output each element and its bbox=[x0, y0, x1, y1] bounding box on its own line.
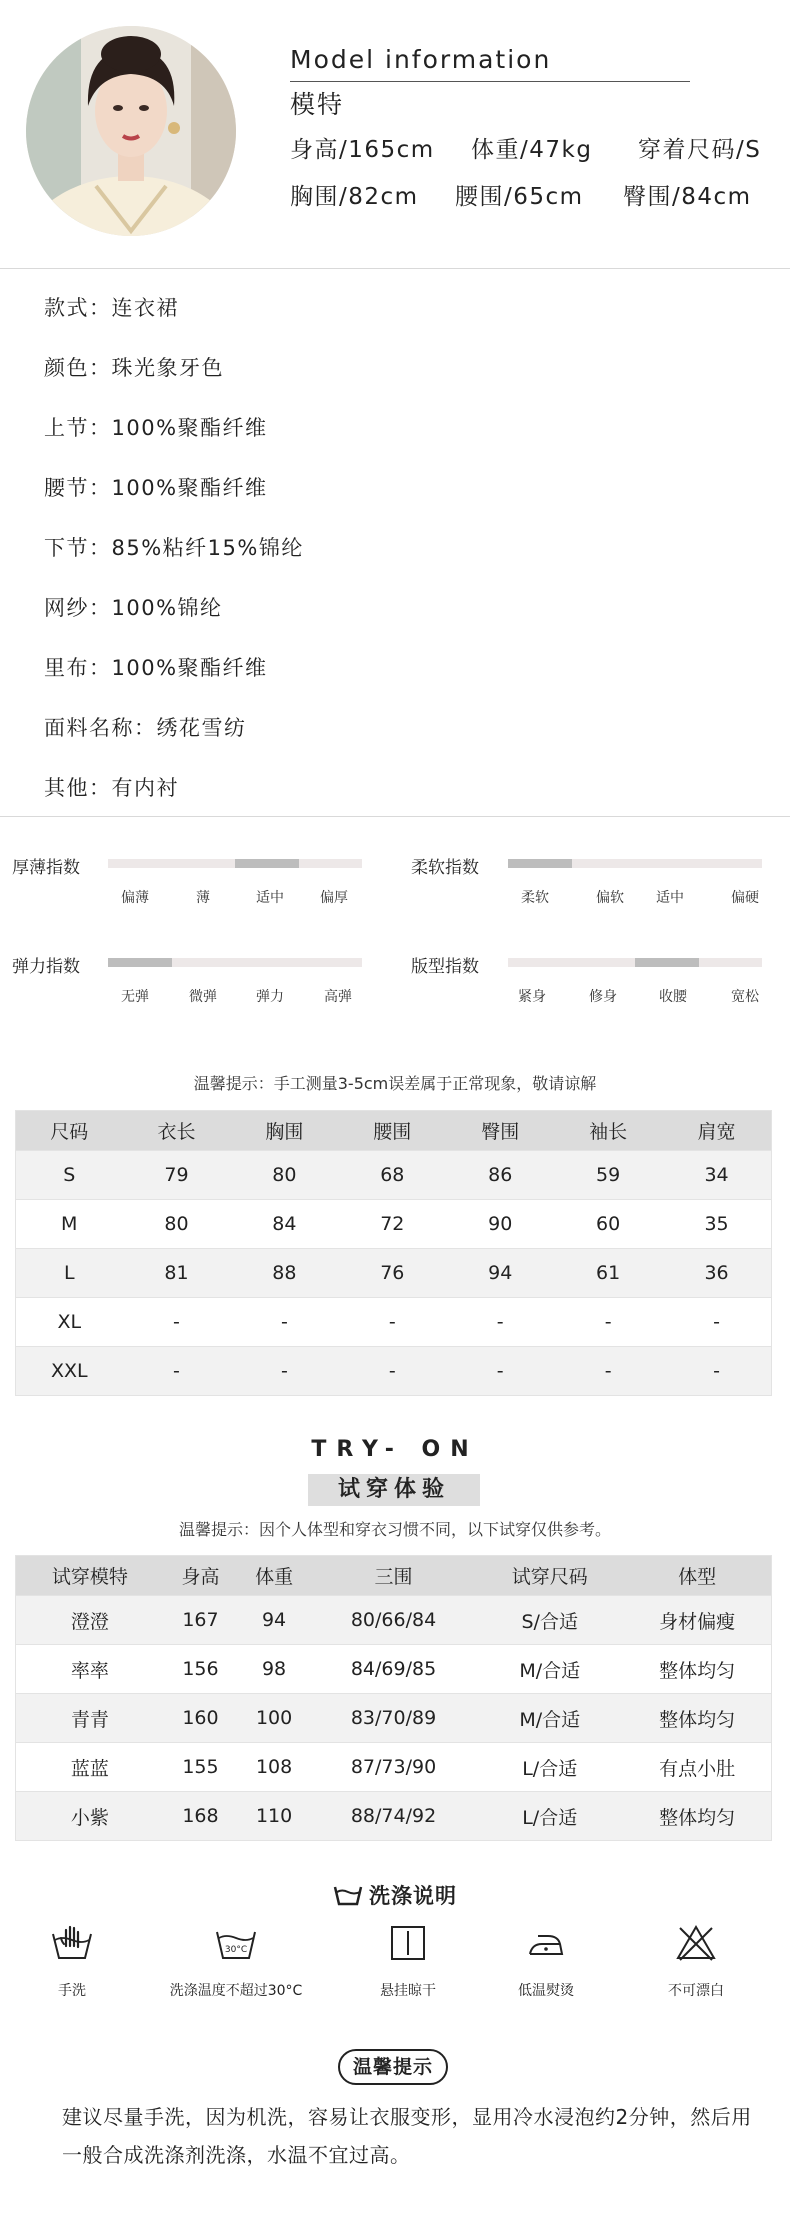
spec-item: 款式：连衣裙 bbox=[44, 296, 179, 320]
table-cell: 76 bbox=[338, 1249, 446, 1298]
table-cell: 84/69/85 bbox=[311, 1645, 476, 1694]
spec-item: 面料名称：绣花雪纺 bbox=[44, 716, 247, 740]
table-cell: XL bbox=[16, 1298, 123, 1347]
spec-item: 腰节：100%聚酯纤维 bbox=[44, 476, 268, 500]
table-cell: 79 bbox=[123, 1151, 231, 1200]
size-note: 温馨提示：手工测量3-5cm误差属于正常现象，敬请谅解 bbox=[193, 1074, 597, 1093]
table-cell: 168 bbox=[164, 1792, 238, 1841]
wash-temp-text: 30°C bbox=[224, 1945, 248, 1955]
table-header-cell: 袖长 bbox=[554, 1111, 662, 1151]
table-row bbox=[16, 1694, 772, 1743]
table-cell: 身材偏瘦 bbox=[623, 1596, 771, 1645]
tryon-table bbox=[15, 1555, 772, 1841]
table-cell: M/合适 bbox=[476, 1645, 623, 1694]
index-option: 柔软 bbox=[521, 890, 549, 906]
index-track-thickness bbox=[108, 859, 362, 868]
model-size: 穿着尺码/S bbox=[638, 137, 762, 163]
table-cell: - bbox=[338, 1298, 446, 1347]
tryon-title-cn: 试穿体验 bbox=[308, 1474, 480, 1506]
table-cell: 88/74/92 bbox=[311, 1792, 476, 1841]
tip-text: 建议尽量手洗，因为机洗，容易让衣服变形，显用冷水浸泡约2分钟，然后用一般合成洗涤剂洗涤，水温不宜过高。 bbox=[62, 2105, 752, 2167]
tryon-title-en: TRY- ON bbox=[311, 1437, 479, 1462]
table-header-cell: 胸围 bbox=[230, 1111, 338, 1151]
table-row bbox=[16, 1792, 772, 1841]
table-cell: 80 bbox=[230, 1151, 338, 1200]
index-fill bbox=[508, 859, 572, 868]
table-cell: 94 bbox=[237, 1596, 311, 1645]
line-dry-icon bbox=[386, 1924, 430, 1962]
wash-label: 不可漂白 bbox=[668, 1983, 724, 1999]
table-cell: 84 bbox=[230, 1200, 338, 1249]
index-fill bbox=[635, 958, 699, 967]
table-cell: - bbox=[554, 1347, 662, 1396]
table-row bbox=[16, 1743, 772, 1792]
model-bust: 胸围/82cm bbox=[290, 184, 419, 210]
index-label-fit: 版型指数 bbox=[411, 957, 479, 977]
table-cell: 小紫 bbox=[16, 1792, 164, 1841]
table-header-cell: 三围 bbox=[311, 1556, 476, 1596]
index-option: 薄 bbox=[196, 890, 210, 906]
table-cell: 有点小肚 bbox=[623, 1743, 771, 1792]
index-option: 收腰 bbox=[659, 989, 687, 1005]
table-cell: 167 bbox=[164, 1596, 238, 1645]
index-option: 无弹 bbox=[121, 989, 149, 1005]
index-label-thickness: 厚薄指数 bbox=[12, 858, 80, 878]
table-cell: 34 bbox=[662, 1151, 771, 1200]
index-track-fit bbox=[508, 958, 762, 967]
table-cell: 87/73/90 bbox=[311, 1743, 476, 1792]
no-bleach-icon bbox=[674, 1924, 718, 1962]
model-portrait-image bbox=[26, 26, 236, 236]
table-cell: - bbox=[230, 1347, 338, 1396]
table-cell: - bbox=[446, 1347, 554, 1396]
table-cell: 80 bbox=[123, 1200, 231, 1249]
model-weight: 体重/47kg bbox=[471, 137, 593, 163]
table-cell: L/合适 bbox=[476, 1743, 623, 1792]
table-cell: - bbox=[662, 1347, 771, 1396]
model-info-subtitle: 模特 bbox=[290, 90, 345, 119]
low-iron-icon bbox=[524, 1924, 568, 1962]
wash-30-icon bbox=[214, 1924, 258, 1962]
table-cell: - bbox=[123, 1298, 231, 1347]
table-cell: - bbox=[554, 1298, 662, 1347]
model-info-section bbox=[0, 0, 790, 268]
table-cell: 澄澄 bbox=[16, 1596, 164, 1645]
table-header-cell: 尺码 bbox=[16, 1111, 123, 1151]
tip-title: 温馨提示 bbox=[338, 2049, 448, 2085]
spec-item: 网纱：100%锦纶 bbox=[44, 596, 223, 620]
tryon-note: 温馨提示：因个人体型和穿衣习惯不同，以下试穿仅供参考。 bbox=[178, 1520, 611, 1539]
table-cell: L bbox=[16, 1249, 123, 1298]
table-cell: XXL bbox=[16, 1347, 123, 1396]
table-cell: - bbox=[230, 1298, 338, 1347]
spec-item: 其他：有内衬 bbox=[44, 776, 179, 800]
index-track-elasticity bbox=[108, 958, 362, 967]
section-divider bbox=[0, 268, 790, 269]
table-cell: 86 bbox=[446, 1151, 554, 1200]
table-header-cell: 腰围 bbox=[338, 1111, 446, 1151]
table-cell: 98 bbox=[237, 1645, 311, 1694]
table-cell: 81 bbox=[123, 1249, 231, 1298]
index-option: 修身 bbox=[589, 989, 617, 1005]
table-cell: 整体均匀 bbox=[623, 1792, 771, 1841]
table-header-cell: 体型 bbox=[623, 1556, 771, 1596]
spec-item: 上节：100%聚酯纤维 bbox=[44, 416, 268, 440]
hand-wash-icon bbox=[50, 1924, 94, 1962]
table-header-cell: 臀围 bbox=[446, 1111, 554, 1151]
index-option: 微弹 bbox=[189, 989, 217, 1005]
table-header-cell: 衣长 bbox=[123, 1111, 231, 1151]
table-cell: 80/66/84 bbox=[311, 1596, 476, 1645]
wash-label: 悬挂晾干 bbox=[380, 1983, 436, 1999]
size-table bbox=[15, 1110, 772, 1396]
table-row bbox=[16, 1249, 772, 1298]
index-label-softness: 柔软指数 bbox=[411, 858, 479, 878]
table-row bbox=[16, 1298, 772, 1347]
table-cell: 蓝蓝 bbox=[16, 1743, 164, 1792]
table-cell: 100 bbox=[237, 1694, 311, 1743]
model-height: 身高/165cm bbox=[290, 137, 435, 163]
table-row bbox=[16, 1200, 772, 1249]
index-option: 弹力 bbox=[256, 989, 284, 1005]
index-option: 适中 bbox=[656, 890, 684, 906]
table-row bbox=[16, 1151, 772, 1200]
table-cell: 青青 bbox=[16, 1694, 164, 1743]
table-cell: 68 bbox=[338, 1151, 446, 1200]
index-label-elasticity: 弹力指数 bbox=[12, 957, 80, 977]
size-table-header bbox=[16, 1111, 772, 1151]
index-option: 紧身 bbox=[518, 989, 546, 1005]
table-cell: 94 bbox=[446, 1249, 554, 1298]
table-cell: 整体均匀 bbox=[623, 1694, 771, 1743]
table-row bbox=[16, 1645, 772, 1694]
table-cell: 88 bbox=[230, 1249, 338, 1298]
table-cell: 60 bbox=[554, 1200, 662, 1249]
table-cell: S/合适 bbox=[476, 1596, 623, 1645]
model-avatar bbox=[26, 26, 236, 236]
section-divider bbox=[0, 816, 790, 817]
table-row bbox=[16, 1596, 772, 1645]
table-cell: 61 bbox=[554, 1249, 662, 1298]
index-option: 适中 bbox=[256, 890, 284, 906]
wash-title bbox=[0, 1880, 790, 1910]
index-track-softness bbox=[508, 859, 762, 868]
title-underline bbox=[290, 81, 690, 82]
table-cell: M/合适 bbox=[476, 1694, 623, 1743]
table-cell: 83/70/89 bbox=[311, 1694, 476, 1743]
table-cell: 36 bbox=[662, 1249, 771, 1298]
table-header-cell: 肩宽 bbox=[662, 1111, 771, 1151]
table-cell: 160 bbox=[164, 1694, 238, 1743]
table-cell: 156 bbox=[164, 1645, 238, 1694]
table-header-cell: 试穿模特 bbox=[16, 1556, 164, 1596]
index-option: 偏薄 bbox=[121, 890, 149, 906]
wash-label: 低温熨烫 bbox=[518, 1983, 574, 1999]
table-cell: 108 bbox=[237, 1743, 311, 1792]
table-header-cell: 体重 bbox=[237, 1556, 311, 1596]
index-fill bbox=[108, 958, 172, 967]
index-option: 偏厚 bbox=[320, 890, 348, 906]
table-cell: 35 bbox=[662, 1200, 771, 1249]
table-cell: - bbox=[338, 1347, 446, 1396]
index-fill bbox=[235, 859, 299, 868]
table-cell: 72 bbox=[338, 1200, 446, 1249]
table-cell: - bbox=[446, 1298, 554, 1347]
table-cell: 率率 bbox=[16, 1645, 164, 1694]
table-cell: 155 bbox=[164, 1743, 238, 1792]
model-waist: 腰围/65cm bbox=[455, 184, 584, 210]
spec-item: 颜色：珠光象牙色 bbox=[44, 356, 224, 380]
table-cell: S bbox=[16, 1151, 123, 1200]
wash-basin-icon bbox=[333, 1884, 363, 1906]
table-cell: - bbox=[123, 1347, 231, 1396]
table-row bbox=[16, 1347, 772, 1396]
table-cell: 90 bbox=[446, 1200, 554, 1249]
model-hip: 臀围/84cm bbox=[623, 184, 752, 210]
wash-label: 洗涤温度不超过30°C bbox=[169, 1983, 303, 1999]
table-cell: L/合适 bbox=[476, 1792, 623, 1841]
wash-title-text: 洗涤说明 bbox=[369, 1884, 457, 1908]
table-header-cell: 身高 bbox=[164, 1556, 238, 1596]
index-option: 偏软 bbox=[596, 890, 624, 906]
table-cell: 110 bbox=[237, 1792, 311, 1841]
wash-label: 手洗 bbox=[58, 1983, 86, 1999]
spec-item: 里布：100%聚酯纤维 bbox=[44, 656, 268, 680]
index-option: 宽松 bbox=[731, 989, 759, 1005]
table-cell: 59 bbox=[554, 1151, 662, 1200]
index-option: 高弹 bbox=[324, 989, 352, 1005]
table-header-cell: 试穿尺码 bbox=[476, 1556, 623, 1596]
model-info-title: Model information bbox=[290, 45, 552, 74]
table-cell: - bbox=[662, 1298, 771, 1347]
table-cell: 整体均匀 bbox=[623, 1645, 771, 1694]
spec-item: 下节：85%粘纤15%锦纶 bbox=[44, 536, 304, 560]
tryon-table-header bbox=[16, 1556, 772, 1596]
index-option: 偏硬 bbox=[731, 890, 759, 906]
table-cell: M bbox=[16, 1200, 123, 1249]
